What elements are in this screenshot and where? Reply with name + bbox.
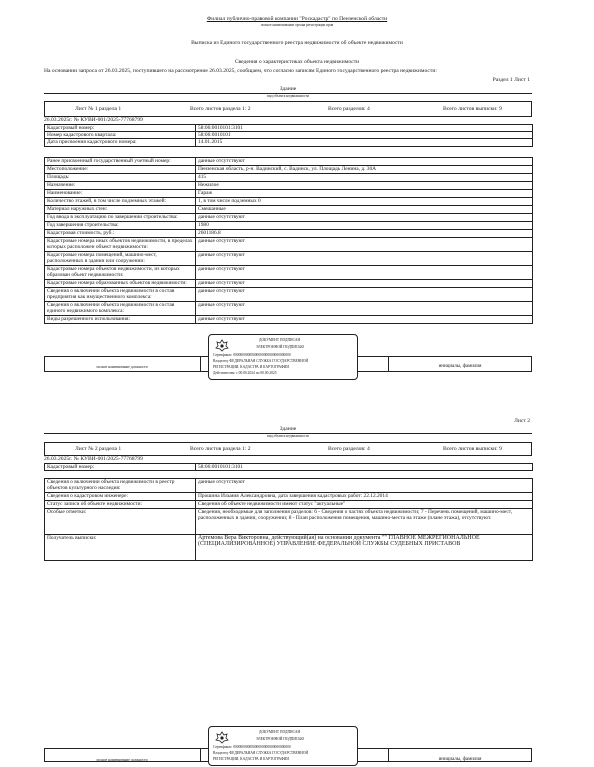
row-value: Сведения об объекте недвижимости имеют статус "актуальные" [196,501,533,509]
table-row [45,535,533,561]
emblem-icon [215,731,229,744]
row-label: Год завершения строительства: [45,222,196,230]
table-row [45,174,533,182]
row-value: 1980 [196,222,533,230]
info-title: Сведения о характеристиках объекта недвижимости [234,59,360,65]
row-label: Назначение: [45,182,196,190]
row-value: данные отсутствуют [196,266,533,280]
object-type: Здание [279,86,297,92]
section-sheet: Раздел 1 Лист 1 [492,77,530,83]
row-label: Ранее присвоенный государственный учетный номер: [45,158,196,166]
row-value: 1, в том числе подземных 0 [196,198,533,206]
sheets-in-section-2: Всего листов раздела 1: 2 [190,446,251,452]
e-signature-stamp-2 [208,726,358,766]
stamp-certificate-2: Сертификат: 00000000000000000000000000000000 [213,745,291,749]
stamp-subtitle-2: ЭЛЕКТРОННОЙ ПОДПИСЬЮ [256,737,305,741]
table-row [45,222,533,230]
total-sheets-2: Всего листов выписки: 9 [443,446,502,452]
row-label: Сведения о включении объекта недвижимости в реестр объектов культурного наследия: [45,479,196,493]
row-value: данные отсутствуют [196,280,533,288]
row-label: Номер кадастрового квартала: [45,132,196,139]
row-value: Гараж [196,190,533,198]
stamp-owner: Владелец: ФЕДЕРАЛЬНАЯ СЛУЖБА ГОСУДАРСТВЕННОЙ [213,359,309,363]
row-value: Прошина Ильмия Александровна, дата завершения кадастровых работ: 22.12.2014 [196,493,533,501]
row-label: Площадь: [45,174,196,182]
table-row [45,238,533,252]
row-value: данные отсутствуют [196,316,533,324]
row-label: Кадастровые номера иных объектов недвижимости, в пределах которых расположен объект недвижимости: [45,238,196,252]
object-type-2: Здание [279,426,297,432]
org-name: Филиал публично-правовой компании "Роскадастр" по Пензенской области [206,16,388,22]
org-subtitle: полное наименование органа регистрации прав [260,23,334,27]
stamp-owner-2a: Владелец: ФЕДЕРАЛЬНАЯ СЛУЖБА ГОСУДАРСТВЕННОЙ [213,751,309,755]
table-row [45,139,533,146]
row-label: Наименование: [45,190,196,198]
row-label: Получатель выписки: [45,535,196,561]
table-row [45,266,533,280]
table-row [45,280,533,288]
row-label: Дата присвоения кадастрового номера: [45,139,196,146]
e-signature-stamp [208,334,358,380]
row-label: Кадастровые номера образованных объектов недвижимости: [45,280,196,288]
table-row [45,479,533,493]
table-row [45,158,533,166]
stamp-owner-2b: РЕГИСТРАЦИИ, КАДАСТРА И КАРТОГРАФИИ [213,757,289,761]
row-label: Кадастровый номер: [45,125,196,132]
row-value: 58:06:0010101:3101 [196,125,533,132]
extract-title: Выписка из Единого государственного реестра недвижимости об объекте недвижимости [191,40,403,46]
sign-name-caption: инициалы, фамилия [438,364,482,369]
table-row [45,214,533,222]
row-value: 58:06:0010101 [196,132,533,139]
table-row [45,125,533,132]
row-value: Нежилое [196,182,533,190]
details-table-2 [44,478,533,561]
total-sections-2: Всего разделов: 4 [328,446,370,452]
table-row [45,252,533,266]
table-row [45,509,533,535]
row-label: Виды разрешенного использования: [45,316,196,324]
sheet-label-2: Лист № 2 раздела 1 [75,446,122,452]
table-row [45,132,533,139]
row-label: Количество этажей, в том числе подземных этажей: [45,198,196,206]
row-value: данные отсутствуют [196,302,533,316]
row-value: данные отсутствуют [196,252,533,266]
table-row [45,501,533,509]
total-sections: Всего разделов: 4 [328,106,370,112]
emblem-icon [215,339,229,352]
row-value: 2601186.8 [196,230,533,238]
stamp-owner-2: РЕГИСТРАЦИИ, КАДАСТРА И КАРТОГРАФИИ [213,365,289,369]
object-type-caption-2: вид объекта недвижимости [267,434,309,438]
table-row [45,182,533,190]
table-row [45,166,533,174]
table-row [45,288,533,302]
table-row [45,302,533,316]
table-row [45,198,533,206]
row-value: данные отсутствуют [196,214,533,222]
row-value: данные отсутствуют [196,479,533,493]
cadastral-table-2 [44,463,533,471]
table-row [45,230,533,238]
row-value: данные отсутствуют [196,158,533,166]
sheets-in-section: Всего листов раздела 1: 2 [190,106,251,112]
sheet2-number: Лист 2 [514,418,530,424]
table-row [45,206,533,214]
table-row [45,190,533,198]
row-value: 14.01.2015 [196,139,533,146]
row-label: Кадастровые номера объектов недвижимости, из которых образован объект недвижимости: [45,266,196,280]
total-sheets: Всего листов выписки: 9 [443,106,502,112]
row-label: Кадастровый номер: [45,464,196,471]
row-value: 58:06:0010101:3101 [196,464,533,471]
row-value: данные отсутствуют [196,238,533,252]
object-type-caption: вид объекта недвижимости [267,94,309,98]
table-row [45,493,533,501]
stamp-validity: Действителен: с 00.00.2024 по 00.00.2025 [213,371,277,375]
cadastral-table [44,124,533,147]
doc-number-2: 26.03.2025г. № КУВИ-001/2025-77768799 [44,456,143,462]
stamp-subtitle: ЭЛЕКТРОННОЙ ПОДПИСЬЮ [256,345,305,349]
row-label: Сведения о включении объекта недвижимости в состав предприятия как имущественного комплекса: [45,288,196,302]
stamp-title: ДОКУМЕНТ ПОДПИСАН [259,338,301,342]
row-label: Материал наружных стен: [45,206,196,214]
sheet-info-box-2 [44,442,532,456]
row-label: Кадастровые номера помещений, машино-мест, расположенных в здании или сооружении: [45,252,196,266]
row-label: Местоположение: [45,166,196,174]
row-label: Сведения о включении объекта недвижимости в состав единого недвижимого комплекса: [45,302,196,316]
row-label: Статус записи об объекте недвижимости: [45,501,196,509]
row-label: Сведения о кадастровом инженере: [45,493,196,501]
table-row [45,464,533,471]
row-value: Пензенская область, р-н. Вадинский, с. Вадинск, ул. Площадь Ленина, д. 30А [196,166,533,174]
stamp-certificate: Сертификат: 00000000000000000000000000000000 [213,353,291,357]
row-value: Сведения, необходимые для заполнения разделов: 6 - Сведения о частях объекта недвижимости; 7 - Перечень помещений, машино-мест, расположенных в здании, сооружении; 8 - План расположения помещения, машино-места на этаже (плане этажа), отсутствуют. [196,509,533,535]
doc-number: 26.03.2025г. № КУВИ-001/2025-77768799 [44,117,143,123]
sign-name-caption-2: инициалы, фамилия [438,757,482,762]
sign-position-caption: полное наименование должности [96,365,148,369]
row-value: 415 [196,174,533,182]
stamp-title-2: ДОКУМЕНТ ПОДПИСАН [259,730,301,734]
row-value: Смешанные [196,206,533,214]
row-value: Артемова Вера Викторовна, действующий(ая) на основании документа "" ГЛАВНОЕ МЕЖРЕГИОНАЛЬНОЕ (СПЕЦИАЛИЗИРОВАННОЕ) УПРАВЛЕНИЕ ФЕДЕРАЛЬНОЙ СЛУЖБЫ СУДЕБНЫХ ПРИСТАВОВ [196,535,533,561]
row-label: Особые отметки: [45,509,196,535]
sheet-info-box [44,101,532,117]
sheet-label: Лист № 1 раздела 1 [75,106,122,112]
row-label: Год ввода в эксплуатацию по завершении строительства: [45,214,196,222]
table-row [45,316,533,324]
request-line: На основании запроса от 26.03.2025, поступившего на рассмотрение 26.03.2025, сообщаем, что согласно записям Единого государственного реестра недвижимости: [44,68,437,74]
row-value: данные отсутствуют [196,288,533,302]
sign-position-caption-2: полное наименование должности [96,758,148,762]
characteristics-table [44,157,533,324]
row-label: Кадастровая стоимость, руб.: [45,230,196,238]
